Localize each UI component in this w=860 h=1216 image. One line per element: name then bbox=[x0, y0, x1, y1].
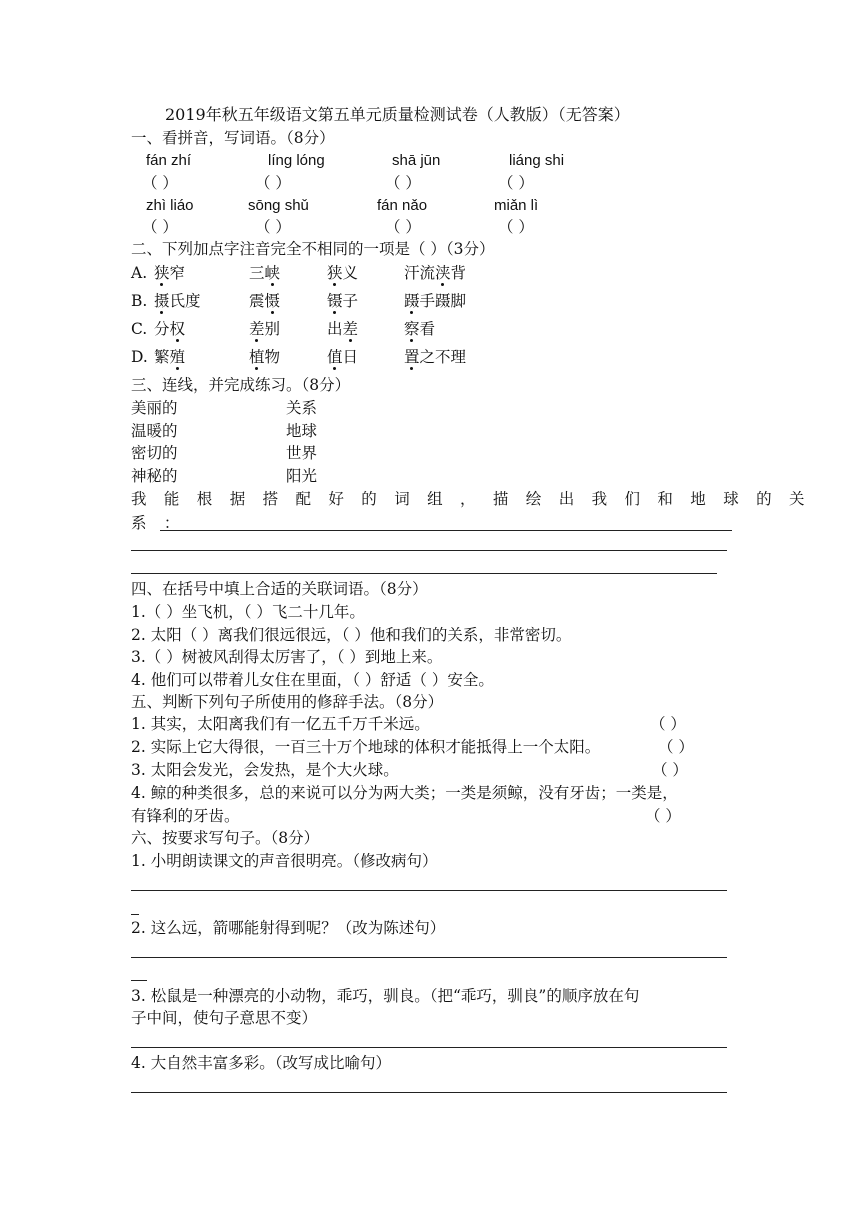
answer-line-tail bbox=[131, 914, 139, 915]
s5-item-4-cont: 有锋利的牙齿。 bbox=[131, 807, 240, 825]
pinyin-1: fán zhí bbox=[146, 152, 192, 169]
option-word: 蹑手蹑脚 bbox=[404, 292, 467, 310]
s4-item-3: 3.（ ）树被风刮得太厉害了，（ ）到地上来。 bbox=[131, 648, 443, 666]
match-left-3[interactable]: 密切的 bbox=[131, 444, 178, 462]
answer-line[interactable] bbox=[131, 957, 727, 958]
s5-item-3: 3. 太阳会发光，会发热，是个大火球。 bbox=[131, 761, 399, 779]
pinyin-7: fán nǎo bbox=[377, 197, 428, 214]
answer-blank[interactable]: （ ） bbox=[385, 174, 421, 192]
answer-line[interactable] bbox=[160, 530, 732, 531]
pinyin-8: miǎn lì bbox=[494, 197, 539, 214]
s5-item-1: 1. 其实，太阳离我们有一亿五千万千米远。 bbox=[131, 715, 430, 733]
option-word: 出差 bbox=[327, 320, 359, 338]
answer-blank[interactable]: （ ） bbox=[658, 738, 694, 756]
option-word: 狭义 bbox=[327, 264, 359, 282]
answer-line[interactable] bbox=[131, 550, 727, 551]
pinyin-3: shā jūn bbox=[392, 152, 441, 169]
answer-line-tail bbox=[131, 980, 147, 981]
s6-item-3-cont: 子中间，使句子意思不变） bbox=[131, 1009, 318, 1027]
option-word: 察看 bbox=[404, 320, 436, 338]
match-right-4[interactable]: 阳光 bbox=[286, 467, 318, 485]
option-word: 三峡 bbox=[249, 264, 281, 282]
option-label: B. bbox=[131, 292, 148, 310]
option-word: 摄氏度 bbox=[154, 292, 201, 310]
match-left-2[interactable]: 温暖的 bbox=[131, 422, 178, 440]
s4-item-1: 1.（ ）坐飞机，（ ）飞二十几年。 bbox=[131, 603, 365, 621]
s4-item-2: 2. 太阳（ ）离我们很远很远，（ ）他和我们的关系，非常密切。 bbox=[131, 626, 572, 644]
option-label: A. bbox=[131, 264, 148, 282]
option-word: 繁殖 bbox=[154, 348, 186, 366]
option-word: 植物 bbox=[249, 348, 281, 366]
option-word: 值日 bbox=[327, 348, 359, 366]
match-right-3[interactable]: 世界 bbox=[286, 444, 318, 462]
option-word: 分权 bbox=[154, 320, 186, 338]
s6-item-4: 4. 大自然丰富多彩。（改写成比喻句） bbox=[131, 1054, 391, 1072]
section3-heading: 三、连线，并完成练习。（8分） bbox=[131, 376, 351, 394]
s6-item-2: 2. 这么远，箭哪能射得到呢？（改为陈述句） bbox=[131, 919, 446, 937]
match-right-2[interactable]: 地球 bbox=[286, 422, 318, 440]
answer-blank[interactable]: （ ） bbox=[255, 218, 291, 236]
s3-prompt-cont: 系： bbox=[131, 514, 197, 532]
pinyin-5: zhì liáo bbox=[146, 197, 194, 214]
s5-item-2: 2. 实际上它大得很，一百三十万个地球的体积才能抵得上一个太阳。 bbox=[131, 738, 601, 756]
option-label: D. bbox=[131, 348, 148, 366]
answer-blank[interactable]: （ ） bbox=[255, 174, 291, 192]
answer-blank[interactable]: （ ） bbox=[652, 761, 688, 779]
option-word: 汗流浃背 bbox=[404, 264, 467, 282]
answer-blank[interactable]: （ ） bbox=[650, 715, 686, 733]
section5-heading: 五、判断下列句子所使用的修辞手法。（8分） bbox=[131, 693, 444, 711]
option-word: 狭窄 bbox=[154, 264, 186, 282]
s4-item-4: 4. 他们可以带着儿女住在里面，（ ）舒适（ ）安全。 bbox=[131, 671, 494, 689]
section1-heading: 一、看拼音，写词语。（8分） bbox=[131, 129, 335, 147]
answer-line[interactable] bbox=[131, 1092, 727, 1093]
s6-item-3: 3. 松鼠是一种漂亮的小动物，乖巧，驯良。（把“乖巧，驯良”的顺序放在句 bbox=[131, 987, 640, 1005]
match-right-1[interactable]: 关系 bbox=[286, 399, 318, 417]
answer-blank[interactable]: （ ） bbox=[645, 807, 681, 825]
s5-item-4: 4. 鲸的种类很多，总的来说可以分为两大类；一类是须鲸，没有牙齿；一类是， bbox=[131, 784, 678, 802]
pinyin-2: líng lóng bbox=[268, 152, 325, 169]
exam-title: 2019年秋五年级语文第五单元质量检测试卷（人教版）（无答案） bbox=[165, 105, 630, 124]
option-word: 置之不理 bbox=[404, 348, 467, 366]
match-left-1[interactable]: 美丽的 bbox=[131, 399, 178, 417]
answer-blank[interactable]: （ ） bbox=[142, 174, 178, 192]
pinyin-4: liáng shi bbox=[509, 152, 565, 169]
pinyin-6: sōng shǔ bbox=[248, 197, 309, 214]
section6-heading: 六、按要求写句子。（8分） bbox=[131, 829, 320, 847]
answer-blank[interactable]: （ ） bbox=[142, 218, 178, 236]
section2-heading: 二、下列加点字注音完全不相同的一项是（ ）（3分） bbox=[131, 240, 495, 258]
answer-blank[interactable]: （ ） bbox=[498, 218, 534, 236]
section4-heading: 四、在括号中填上合适的关联词语。（8分） bbox=[131, 580, 428, 598]
s6-item-1: 1. 小明朗读课文的声音很明亮。（修改病句） bbox=[131, 852, 438, 870]
answer-line[interactable] bbox=[131, 1047, 727, 1048]
option-label: C. bbox=[131, 320, 148, 338]
match-left-4[interactable]: 神秘的 bbox=[131, 467, 178, 485]
option-word: 震慑 bbox=[249, 292, 281, 310]
option-word: 镊子 bbox=[327, 292, 359, 310]
s3-prompt: 我能根据搭配好的词组，描绘出我们和地球的关 bbox=[131, 490, 822, 508]
option-word: 差别 bbox=[249, 320, 281, 338]
answer-line[interactable] bbox=[131, 890, 727, 891]
answer-line[interactable] bbox=[131, 573, 717, 574]
answer-blank[interactable]: （ ） bbox=[498, 174, 534, 192]
answer-blank[interactable]: （ ） bbox=[385, 218, 421, 236]
